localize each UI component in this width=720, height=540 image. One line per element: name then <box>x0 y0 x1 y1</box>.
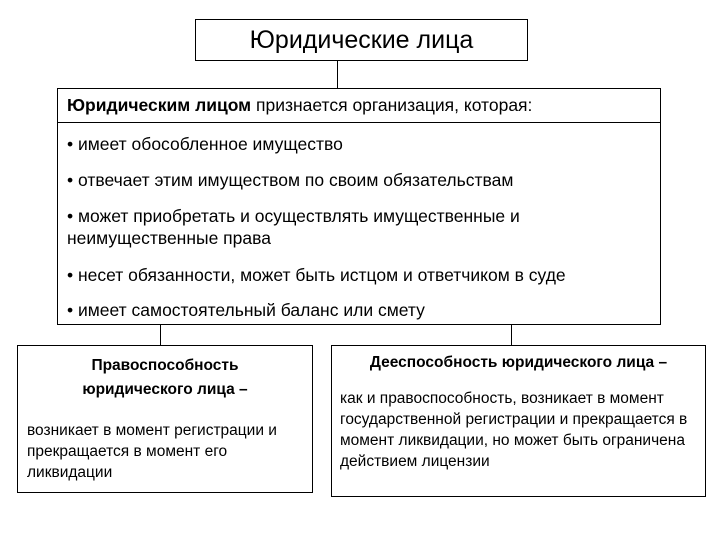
title-box <box>195 19 528 61</box>
definition-header <box>58 89 660 123</box>
legal-capacity-title: Правоспособность юридического лица – <box>82 357 248 398</box>
capacity-to-act-text: как и правоспособность, возникает в момент государственной регистрации и прекращается в момент ликвидации, но может быть ограничена действием лицензии <box>340 390 688 470</box>
feature-item: • имеет обособленное имущество <box>67 134 343 154</box>
definition-box <box>57 88 661 325</box>
definition-term: Юридическим лицом <box>67 95 252 115</box>
connector-title-main <box>337 61 338 88</box>
connector-main-left <box>160 325 161 345</box>
feature-item: • имеет самостоятельный баланс или смету <box>67 300 425 320</box>
capacity-to-act-box <box>331 345 706 497</box>
connector-main-right <box>511 325 512 345</box>
feature-item: • отвечает этим имуществом по своим обязательствам <box>67 170 514 190</box>
legal-capacity-text: возникает в момент регистрации и прекращается в момент его ликвидации <box>27 422 277 481</box>
capacity-to-act-title: Дееспособность юридического лица – <box>369 354 668 371</box>
diagram-title: Юридические лица <box>249 25 474 54</box>
legal-capacity-box <box>17 345 313 493</box>
feature-item: • может приобретать и осуществлять имущественные и неимущественные права <box>67 206 520 248</box>
feature-item: • несет обязанности, может быть истцом и ответчиком в суде <box>67 265 566 285</box>
definition-rest: признается организация, которая: <box>251 95 533 115</box>
